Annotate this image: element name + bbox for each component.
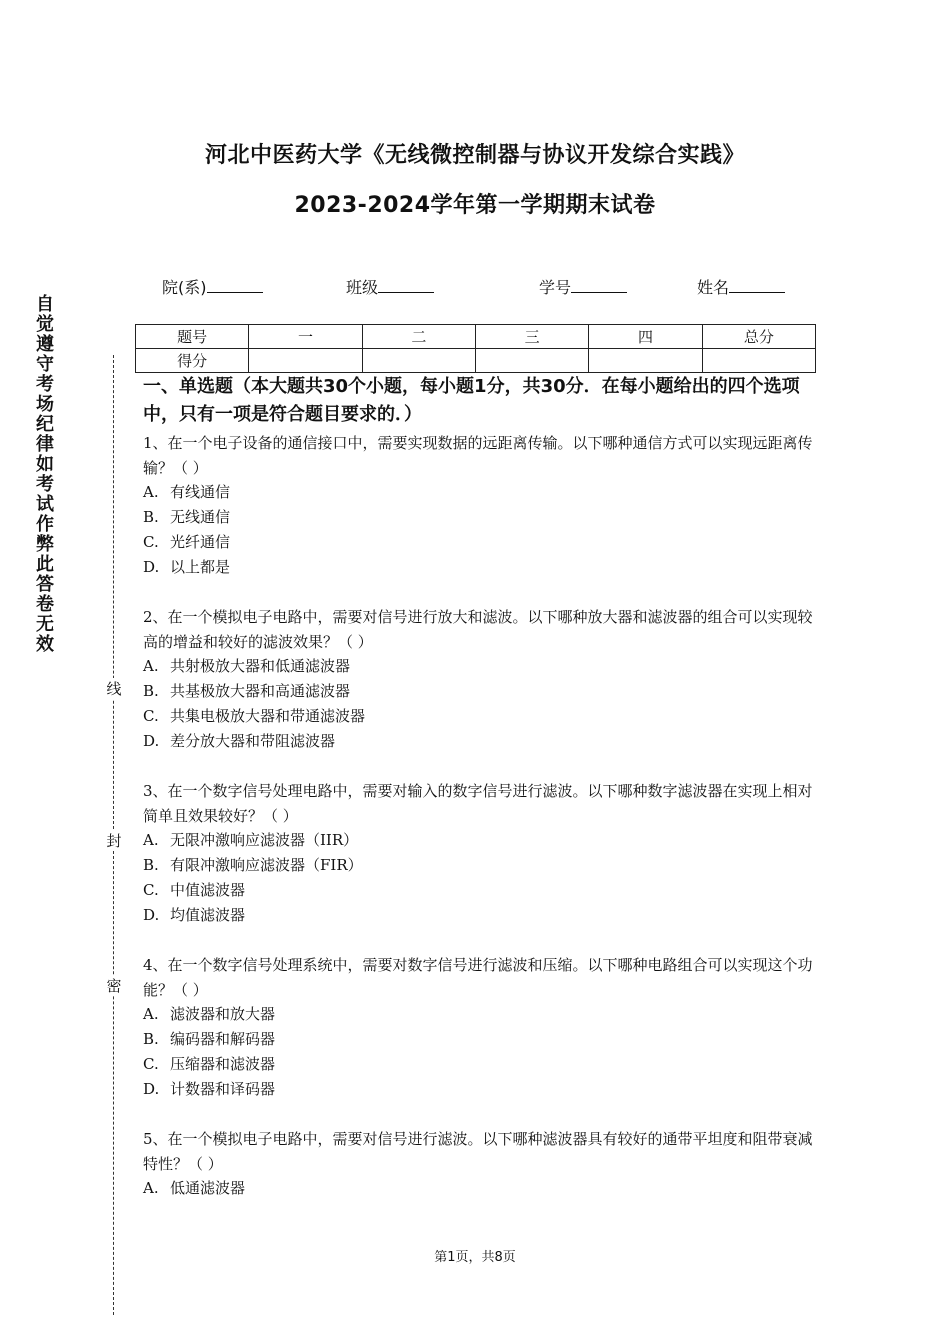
question-area	[143, 373, 813, 1201]
student-id-field[interactable]	[539, 275, 627, 298]
score-cell[interactable]	[589, 349, 702, 373]
name-label: 姓名	[697, 278, 730, 297]
dept-label: 院(系)	[162, 278, 207, 297]
option-item[interactable]: B. 共基极放大器和高通滤波器	[143, 682, 351, 700]
score-header-cell: 一	[249, 325, 362, 349]
score-header-cell: 三	[475, 325, 588, 349]
option-item[interactable]: A. 有线通信	[143, 483, 231, 501]
section-title: 一、单选题（本大题共30个小题，每小题1分，共30分．在每小题给出的四个选项中，只有一项是符合题目要求的．）	[143, 376, 800, 425]
score-header-cell: 四	[589, 325, 702, 349]
option-item[interactable]: C. 中值滤波器	[143, 881, 246, 899]
score-header-cell: 二	[362, 325, 475, 349]
question-stem: 2、在一个模拟电子电路中，需要对信号进行放大和滤波。以下哪种放大器和滤波器的组合可以实现较高的增益和较好的滤波效果？（ ）	[143, 608, 813, 651]
exam-title-line2: 2023-2024学年第一学期期末试卷	[294, 193, 656, 218]
question-stem: 5、在一个模拟电子电路中，需要对信号进行滤波。以下哪种滤波器具有较好的通带平坦度和阻带衰减特性？（ ）	[143, 1130, 813, 1173]
score-header-cell: 题号	[136, 325, 249, 349]
cut-label-secret: 密	[106, 977, 122, 995]
option-item[interactable]: D. 以上都是	[143, 558, 231, 576]
score-table-score-row	[136, 349, 816, 373]
name-field[interactable]	[697, 275, 785, 298]
score-cell[interactable]	[249, 349, 362, 373]
exam-discipline-notice: 自 觉 遵 守 考 场 纪 律 如 考 试 作 弊 此 答 卷 无 效	[36, 294, 54, 655]
option-item[interactable]: B. 有限冲激响应滤波器（FIR）	[143, 856, 363, 874]
option-item[interactable]: D. 差分放大器和带阻滤波器	[143, 732, 336, 750]
option-item[interactable]: A. 无限冲激响应滤波器（IIR）	[143, 831, 359, 849]
option-item[interactable]: A. 低通滤波器	[143, 1179, 246, 1197]
score-cell[interactable]	[702, 349, 815, 373]
option-item[interactable]: B. 编码器和解码器	[143, 1030, 276, 1048]
class-blank[interactable]	[378, 278, 434, 293]
option-item[interactable]: D. 均值滤波器	[143, 906, 246, 924]
student-id-label: 学号	[539, 278, 572, 297]
option-item[interactable]: C. 光纤通信	[143, 533, 231, 551]
question-stem: 3、在一个数字信号处理电路中，需要对输入的数字信号进行滤波。以下哪种数字滤波器在实现上相对简单且效果较好？（ ）	[143, 782, 813, 825]
score-header-cell: 总分	[702, 325, 815, 349]
name-blank[interactable]	[729, 278, 785, 293]
score-row-label: 得分	[136, 349, 249, 373]
option-item[interactable]: C. 共集电极放大器和带通滤波器	[143, 707, 366, 725]
option-item[interactable]: A. 共射极放大器和低通滤波器	[143, 657, 351, 675]
option-item[interactable]: B. 无线通信	[143, 508, 231, 526]
dept-blank[interactable]	[207, 278, 263, 293]
question-stem: 4、在一个数字信号处理系统中，需要对数字信号进行滤波和压缩。以下哪种电路组合可以实现这个功能？（ ）	[143, 956, 813, 999]
class-field[interactable]	[346, 275, 434, 298]
student-id-blank[interactable]	[571, 278, 627, 293]
dept-field[interactable]	[162, 275, 263, 298]
option-item[interactable]: A. 滤波器和放大器	[143, 1005, 276, 1023]
exam-title-line1: 河北中医药大学《无线微控制器与协议开发综合实践》	[204, 143, 745, 168]
question-stem: 1、在一个电子设备的通信接口中，需要实现数据的远距离传输。以下哪种通信方式可以实现远距离传输？（ ）	[143, 434, 813, 477]
score-cell[interactable]	[362, 349, 475, 373]
option-item[interactable]: D. 计数器和译码器	[143, 1080, 276, 1098]
class-label: 班级	[346, 278, 379, 297]
cut-label-seal: 封	[106, 832, 122, 850]
score-table-header-row	[136, 325, 816, 349]
option-item[interactable]: C. 压缩器和滤波器	[143, 1055, 276, 1073]
score-table	[135, 324, 816, 373]
cut-label-line: 线	[106, 680, 122, 698]
page-number: 第1页，共8页	[434, 1250, 516, 1265]
score-cell[interactable]	[475, 349, 588, 373]
